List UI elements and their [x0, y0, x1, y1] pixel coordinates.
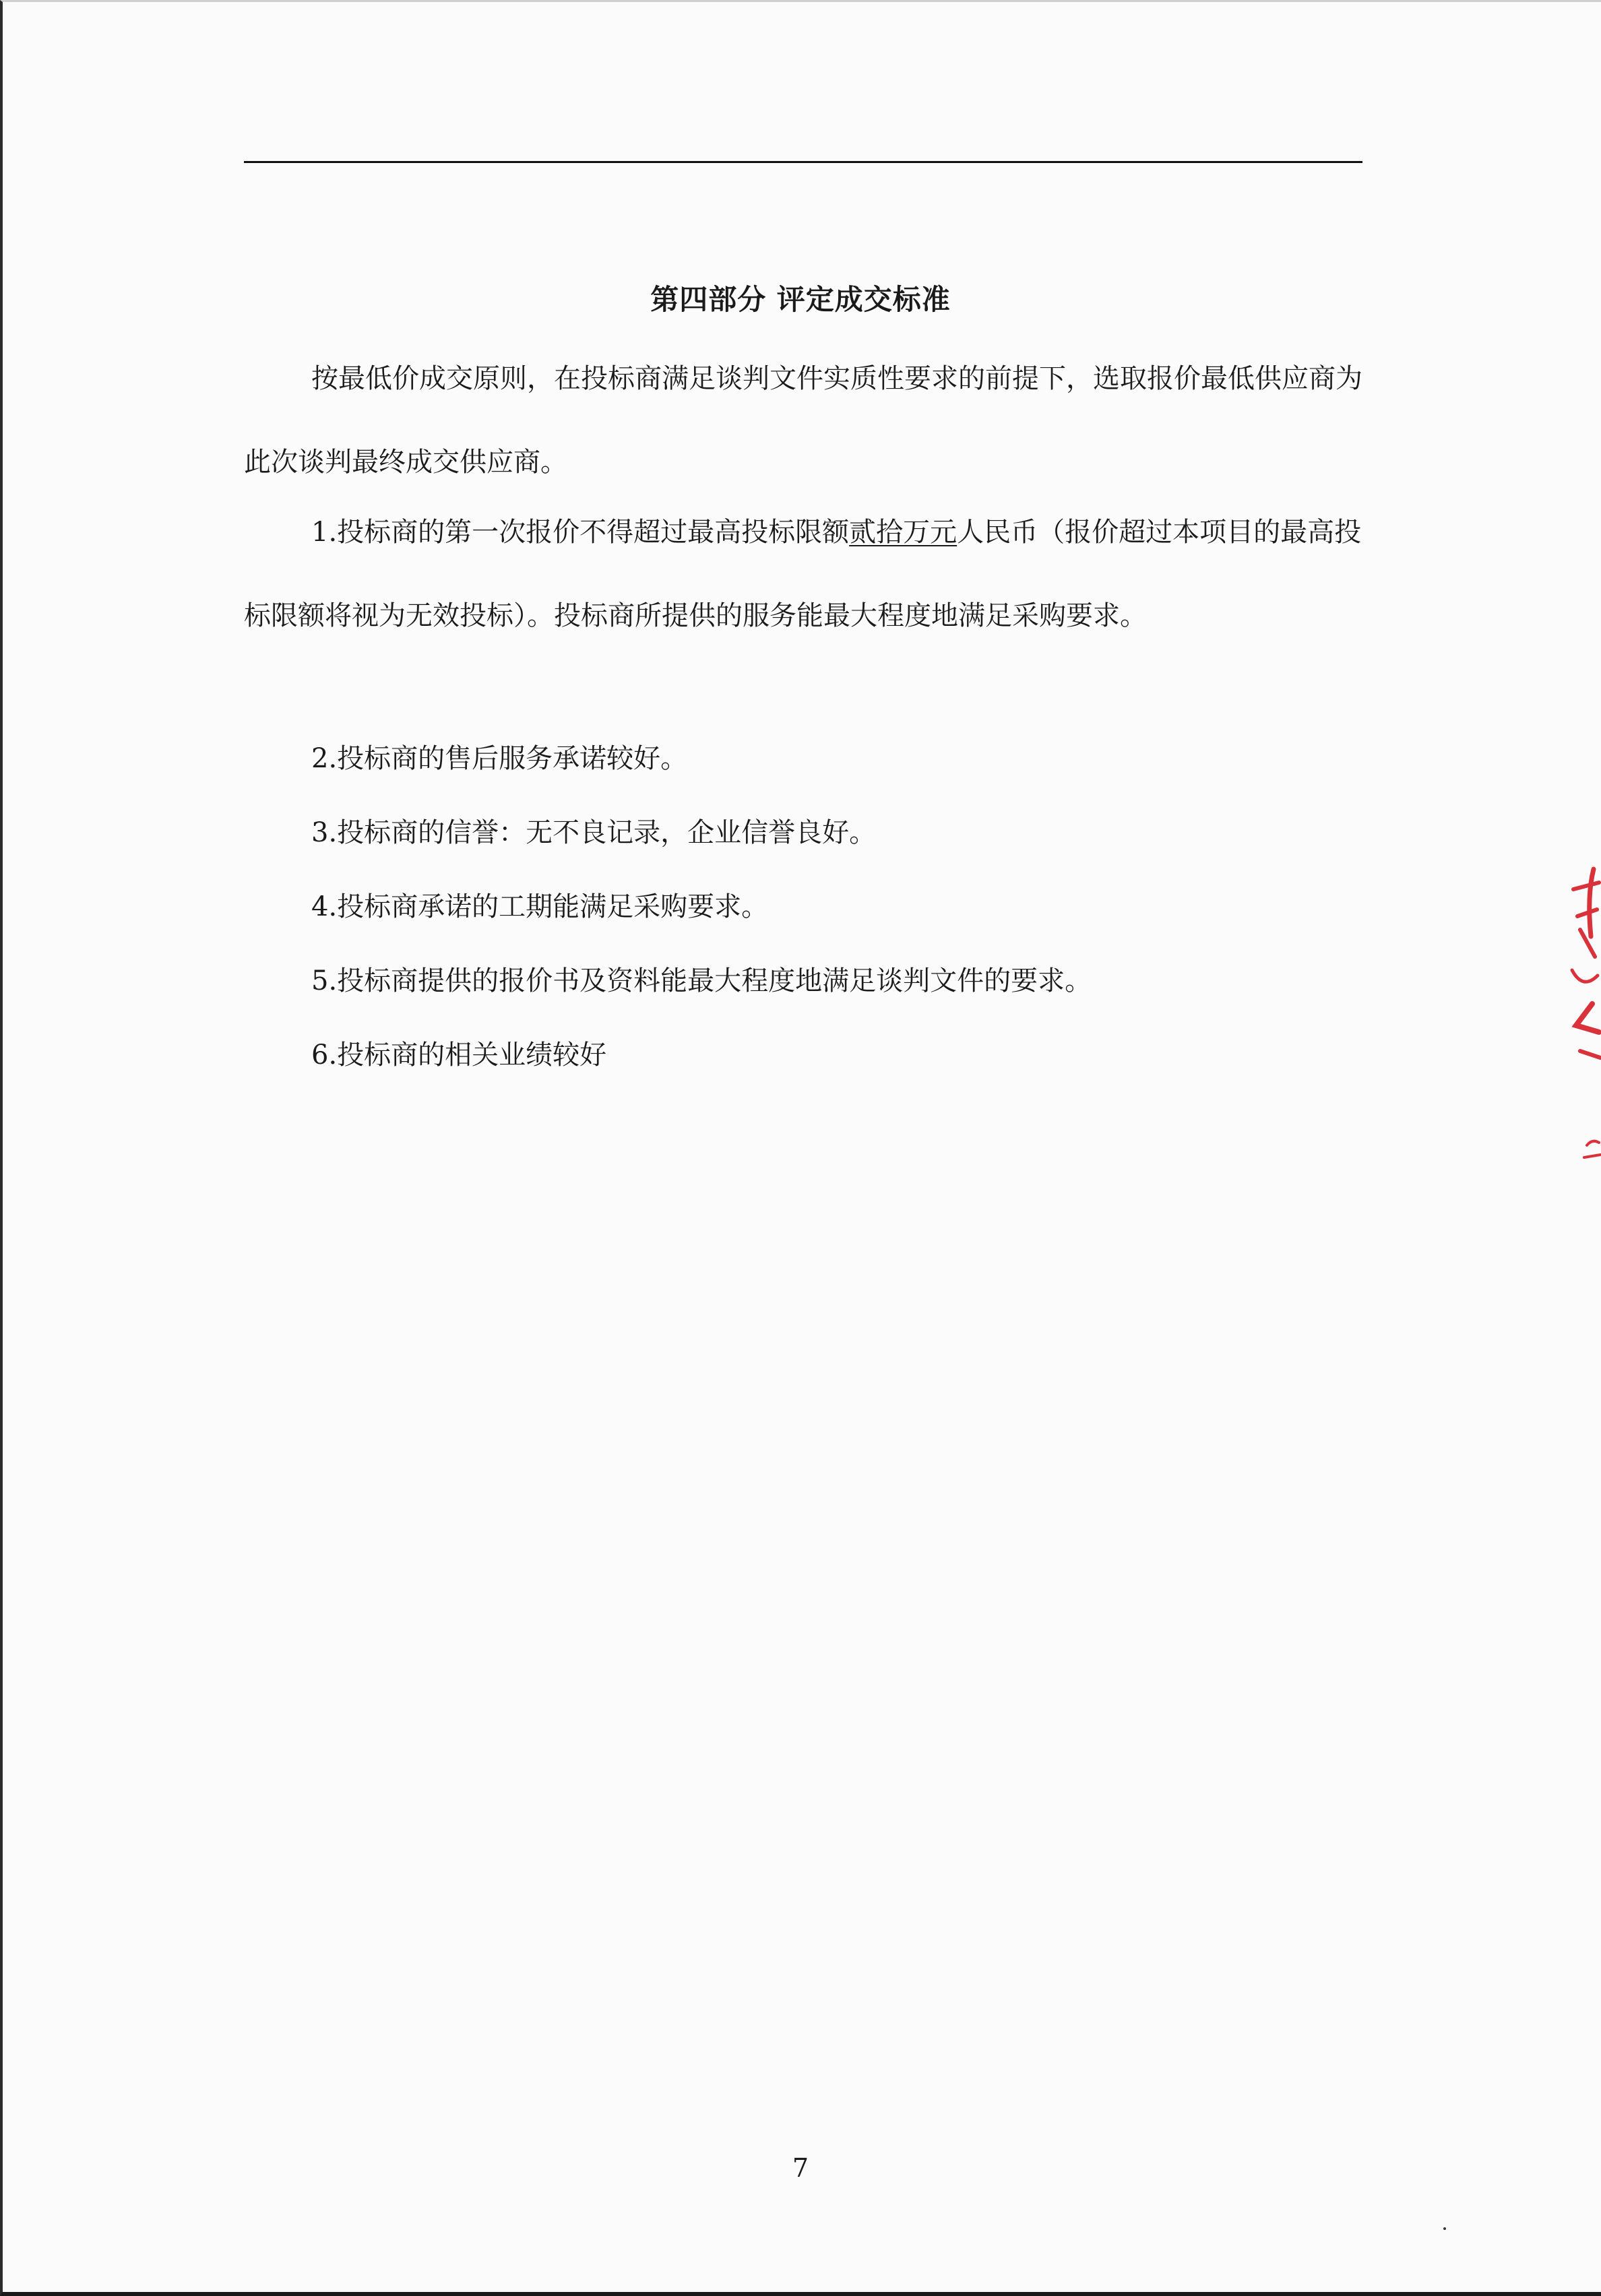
criterion-4: 4.投标商承诺的工期能满足采购要求。 — [311, 891, 769, 922]
intro-paragraph: 按最低价成交原则，在投标商满足谈判文件实质性要求的前提下，选取报价最低供应商为此次谈判最终成交供应商。 — [244, 363, 1362, 478]
header-rule — [244, 161, 1362, 163]
criterion-6: 6.投标商的相关业绩较好 — [311, 1040, 607, 1071]
scan-speck — [1443, 2227, 1446, 2230]
criterion-1-text-before: 1.投标商的第一次报价不得超过最高投标限额 — [311, 517, 850, 548]
section-title: 第四部分 评定成交标准 — [650, 283, 951, 316]
page-number: 7 — [792, 2153, 809, 2183]
red-seal-stamp — [1560, 856, 1601, 1192]
criterion-1 — [244, 490, 1362, 658]
max-bid-amount: 贰拾万元 — [849, 517, 958, 548]
criterion-2: 2.投标商的售后服务承诺较好。 — [311, 743, 688, 774]
criterion-1-text-after: 人民币（报价超过本项目的最高投标限额将视为无效投标）。投标商所提供的服务能最大程度地满足采购要求。 — [244, 517, 1362, 631]
criterion-3: 3.投标商的信誉：无不良记录，企业信誉良好。 — [311, 817, 877, 848]
criterion-5: 5.投标商提供的报价书及资料能最大程度地满足谈判文件的要求。 — [311, 965, 1092, 996]
